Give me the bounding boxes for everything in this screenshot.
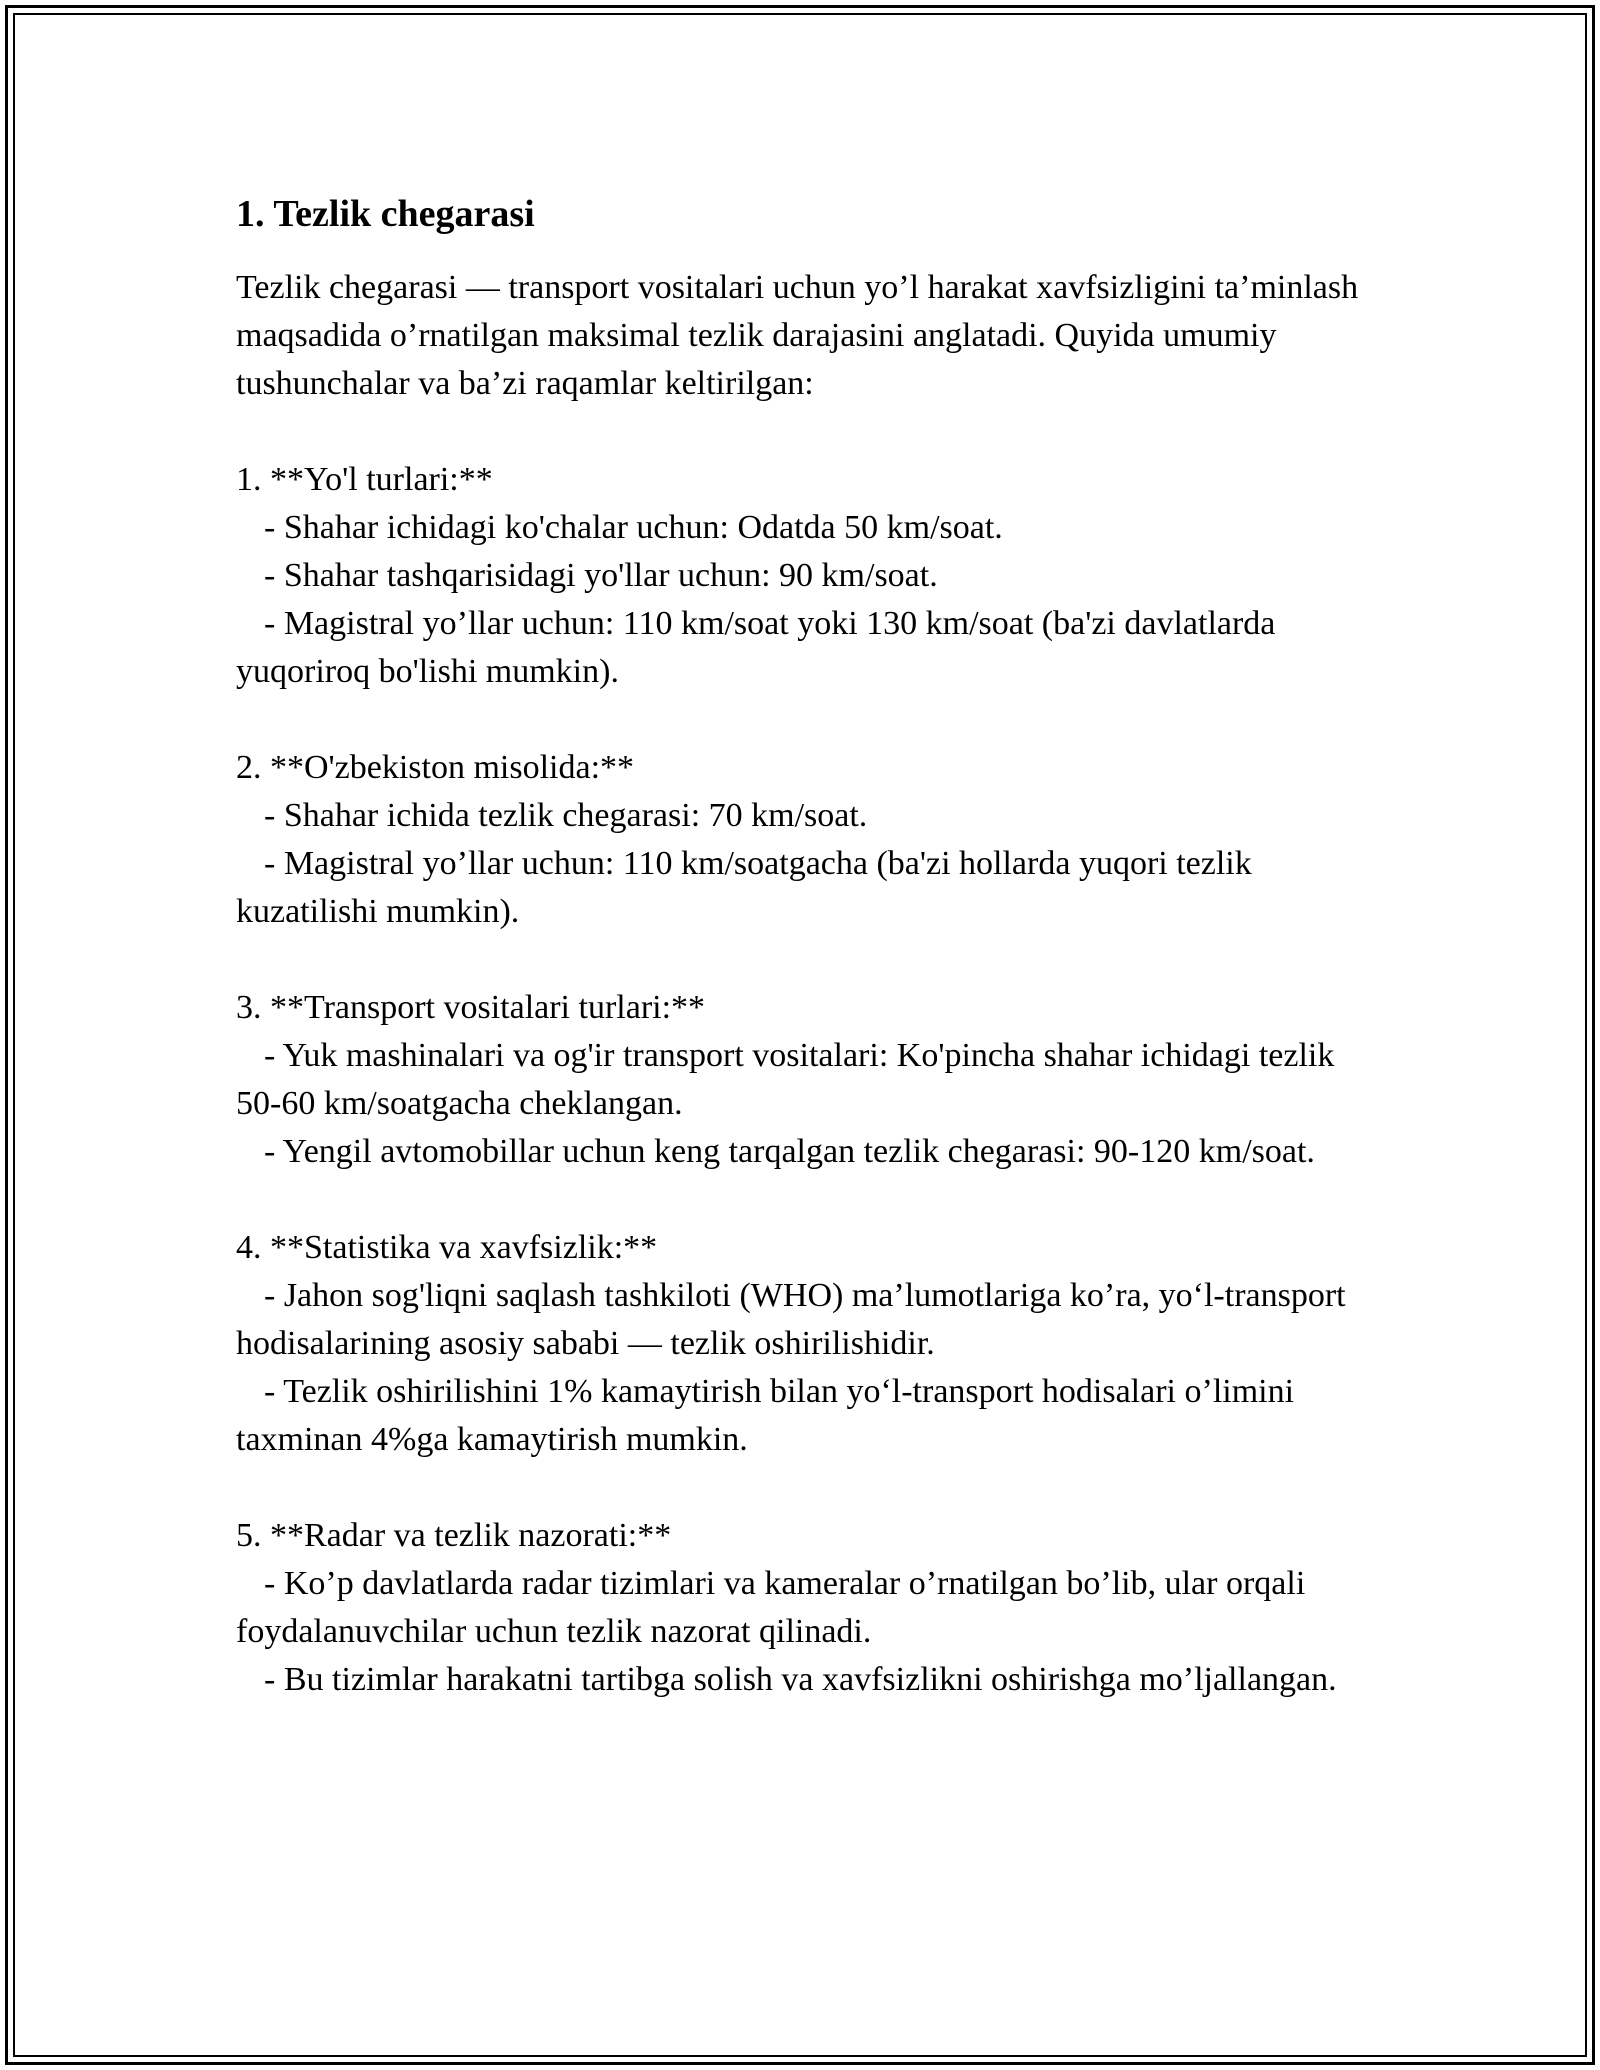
list-item: - Magistral yo’llar uchun: 110 km/soat yoki 130 km/soat (ba'zi davlatlarda yuqoriroq bo'lishi mumkin).: [236, 605, 1284, 690]
section-vehicle-types: [236, 984, 1376, 1176]
section-heading: 2. **O'zbekiston misolida:**: [236, 749, 635, 786]
section-statistics-safety: [236, 1224, 1376, 1464]
list-item: - Yuk mashinalari va og'ir transport vositalari: Ko'pincha shahar ichidagi tezlik 50-60 km/soatgacha cheklangan.: [236, 1037, 1343, 1122]
list-item: - Jahon sog'liqni saqlash tashkiloti (WHO) ma’lumotlariga ko’ra, yo‘l-transport hodisalarining asosiy sababi — tezlik oshirilishidir.: [236, 1277, 1355, 1362]
document-body: [236, 186, 1376, 1704]
list-item: - Shahar ichida tezlik chegarasi: 70 km/soat.: [264, 797, 868, 834]
section-uzbekistan-example: [236, 744, 1376, 936]
list-item: - Shahar tashqarisidagi yo'llar uchun: 90 km/soat.: [264, 557, 938, 594]
list-item: - Magistral yo’llar uchun: 110 km/soatgacha (ba'zi hollarda yuqori tezlik kuzatilishi mumkin).: [236, 845, 1261, 930]
list-item: - Shahar ichidagi ko'chalar uchun: Odatda 50 km/soat.: [264, 509, 1003, 546]
list-item: - Tezlik oshirilishini 1% kamaytirish bilan yo‘l-transport hodisalari o’limini taxminan 4%ga kamaytirish mumkin.: [236, 1373, 1303, 1458]
list-item: - Bu tizimlar harakatni tartibga solish va xavfsizlikni oshirishga mo’ljallangan.: [264, 1661, 1337, 1698]
intro-paragraph: Tezlik chegarasi — transport vositalari uchun yo’l harakat xavfsizligini ta’minlash maqsadida o’rnatilgan maksimal tezlik darajasini anglatadi. Quyida umumiy tushunchalar va ba’zi raqamlar keltirilgan:: [236, 269, 1367, 402]
section-road-types: [236, 456, 1376, 696]
list-item: - Yengil avtomobillar uchun keng tarqalgan tezlik chegarasi: 90-120 km/soat.: [264, 1133, 1315, 1170]
section-heading: 1. **Yo'l turlari:**: [236, 461, 493, 498]
list-item: - Ko’p davlatlarda radar tizimlari va kameralar o’rnatilgan bo’lib, ular orqali foydalanuvchilar uchun tezlik nazorat qilinadi.: [236, 1565, 1314, 1650]
section-heading: 4. **Statistika va xavfsizlik:**: [236, 1229, 658, 1266]
document-title: 1. Tezlik chegarasi: [236, 193, 535, 235]
section-heading: 3. **Transport vositalari turlari:**: [236, 989, 706, 1026]
section-radar-control: [236, 1512, 1376, 1704]
section-heading: 5. **Radar va tezlik nazorati:**: [236, 1517, 672, 1554]
